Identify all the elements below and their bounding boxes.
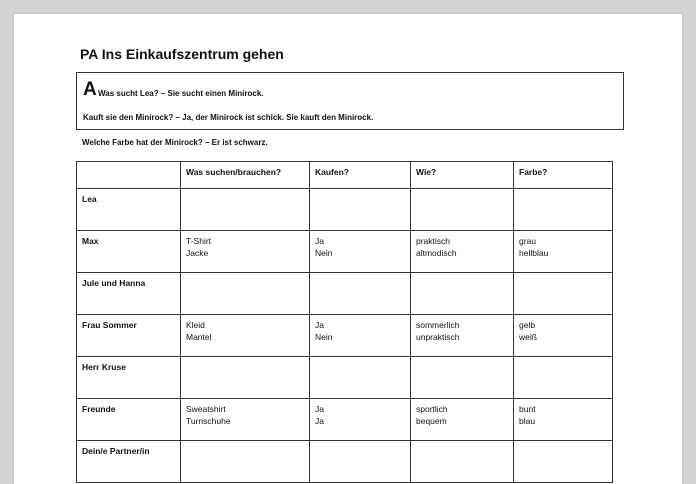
table-row (77, 231, 613, 273)
document-page (14, 14, 682, 484)
item-cell (181, 399, 310, 441)
buy-value: Nein (315, 332, 333, 342)
color-cell (514, 441, 613, 483)
color-cell (514, 273, 613, 315)
how-value: altmodisch (416, 248, 457, 258)
table-row (77, 441, 613, 483)
color-value: gelb (519, 320, 536, 330)
color-value: grau (519, 236, 537, 246)
buy-value: Ja (315, 320, 324, 330)
page-title: PA Ins Einkaufszentrum gehen (80, 46, 284, 62)
color-cell (514, 315, 613, 357)
buy-cell (310, 441, 411, 483)
item-value: Jacke (186, 248, 209, 258)
header-item: Was suchen/brauchen? (181, 162, 310, 189)
item-cell (181, 315, 310, 357)
table-row (77, 189, 613, 231)
header-empty (77, 162, 181, 189)
item-value: Sweatshirt (186, 404, 226, 414)
color-value: hellblau (519, 248, 549, 258)
buy-cell (310, 315, 411, 357)
buy-cell (310, 357, 411, 399)
item-cell (181, 189, 310, 231)
item-cell (181, 441, 310, 483)
example-line-2: Kauft sie den Minirock? – Ja, der Minirock ist schick. Sie kauft den Minirock. (83, 113, 374, 122)
person-name: Freunde (77, 399, 181, 441)
table-row (77, 399, 613, 441)
how-cell (411, 399, 514, 441)
how-cell (411, 441, 514, 483)
worksheet-table (76, 161, 613, 483)
item-cell (181, 273, 310, 315)
how-cell (411, 273, 514, 315)
color-value: weiß (519, 332, 537, 342)
color-cell (514, 231, 613, 273)
buy-cell (310, 399, 411, 441)
color-cell (514, 189, 613, 231)
how-value: praktisch (416, 236, 451, 246)
table-row (77, 273, 613, 315)
section-letter: A (83, 79, 97, 100)
person-name: Frau Sommer (77, 315, 181, 357)
item-cell (181, 357, 310, 399)
buy-cell (310, 231, 411, 273)
color-cell (514, 357, 613, 399)
how-value: unpraktisch (416, 332, 460, 342)
header-how: Wie? (411, 162, 514, 189)
item-value: Turnschuhe (186, 416, 231, 426)
how-value: sommerlich (416, 320, 460, 330)
header-buy: Kaufen? (310, 162, 411, 189)
how-cell (411, 357, 514, 399)
person-name: Jule und Hanna (77, 273, 181, 315)
example-line-3: Welche Farbe hat der Minirock? – Er ist schwarz. (82, 138, 268, 147)
buy-cell (310, 189, 411, 231)
color-cell (514, 399, 613, 441)
color-value: blau (519, 416, 536, 426)
buy-value: Ja (315, 404, 324, 414)
item-cell (181, 231, 310, 273)
how-value: sportlich (416, 404, 448, 414)
table-row (77, 315, 613, 357)
buy-value: Ja (315, 416, 324, 426)
table-row (77, 357, 613, 399)
item-value: Mantel (186, 332, 212, 342)
how-value: bequem (416, 416, 447, 426)
table-header-row (77, 162, 613, 189)
person-name: Lea (77, 189, 181, 231)
buy-cell (310, 273, 411, 315)
person-name: Max (77, 231, 181, 273)
color-value: bunt (519, 404, 536, 414)
how-cell (411, 231, 514, 273)
buy-value: Ja (315, 236, 324, 246)
item-value: Kleid (186, 320, 205, 330)
person-name: Dein/e Partner/in (77, 441, 181, 483)
example-box (76, 72, 624, 130)
how-cell (411, 315, 514, 357)
header-color: Farbe? (514, 162, 613, 189)
buy-value: Nein (315, 248, 333, 258)
how-cell (411, 189, 514, 231)
item-value: T-Shirt (186, 236, 212, 246)
example-line-1: Was sucht Lea? – Sie sucht einen Minirock. (98, 89, 264, 98)
person-name: Herr Kruse (77, 357, 181, 399)
